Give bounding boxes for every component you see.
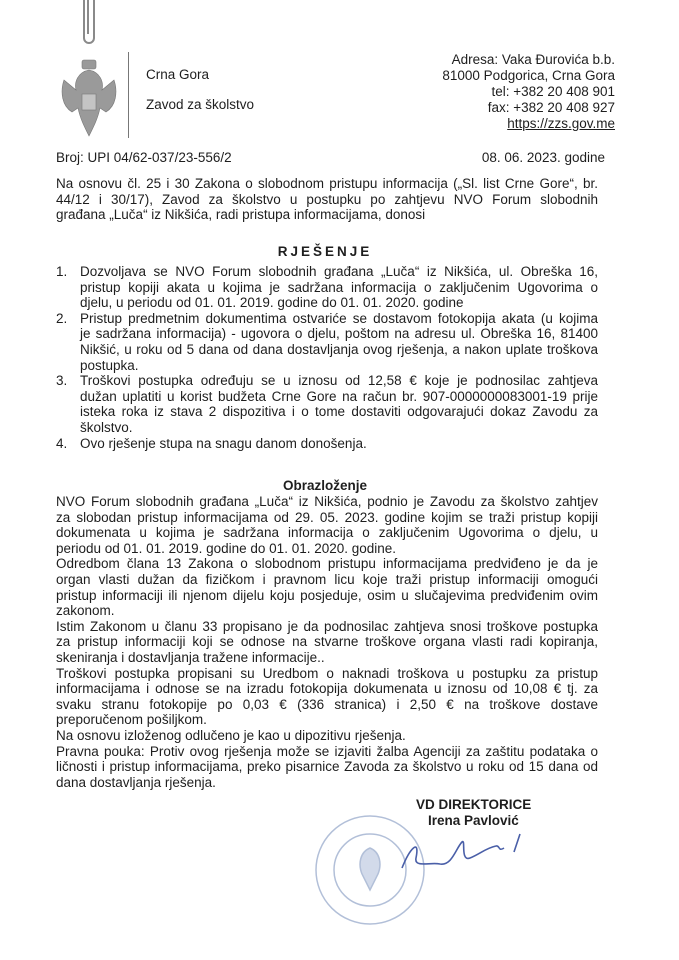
coat-of-arms-emblem — [56, 56, 122, 140]
text-line: pristup kopiji akata u kojima je sadržana informacija o zaključenim Ugovorima o — [80, 279, 598, 295]
text-line: za pristup informaciji koji se odnose na stvarne troškove organa vlasti radi kopiranja, — [56, 634, 598, 650]
paperclip-icon — [78, 0, 100, 48]
website-link[interactable]: https://zzs.gov.me — [507, 116, 615, 131]
country-name: Crna Gora — [146, 67, 210, 82]
text-line: za slobodan pristup informacijama od 29. 05. 2023. godine kojim se traži pristup kopiji — [56, 509, 598, 525]
address-line: Adresa: Vaka Đurovića b.b. — [451, 52, 615, 67]
text-line: Na osnovu čl. 25 i 30 Zakona o slobodnom pristupu informacija („Sl. list Crne Gore“, br. — [56, 176, 598, 191]
decision-item — [56, 373, 598, 435]
text-line: dokumenata u kojima je sadržana informacija o zaključenim Ugovorima o djelu, u — [56, 525, 598, 541]
item-number: 2. — [56, 310, 68, 326]
text-line: Dozvoljava se NVO Forum slobodnih građana „Luča“ iz Nikšića, ul. Obreška 16, — [80, 264, 598, 279]
reasoning-paragraph — [56, 728, 598, 744]
decision-item — [56, 436, 598, 452]
reference-number: Broj: UPI 04/62-037/23-556/2 — [56, 150, 232, 165]
handwritten-signature — [400, 818, 550, 878]
text-line: svaku stranu fotokopije po 0,03 € (336 stranica) i 2,50 € na troškove dostave — [56, 696, 598, 712]
signatory-name: Irena Pavlović — [428, 813, 519, 828]
reasoning-body — [56, 494, 598, 790]
text-line: djelu, u periodu od 01. 01. 2019. godine do 01. 01. 2020. godine — [80, 295, 464, 311]
header-divider — [128, 52, 129, 138]
document-date: 08. 06. 2023. godine — [481, 150, 605, 165]
text-line: Troškovi postupka propisani su Uredbom o naknadi troškova u postupku za pristup — [56, 665, 598, 681]
item-number: 4. — [56, 435, 68, 451]
reasoning-paragraph — [56, 556, 598, 618]
item-number: 1. — [56, 264, 68, 279]
intro-paragraph — [56, 176, 598, 223]
reasoning-paragraph — [56, 494, 598, 556]
text-line: Ovo rješenje stupa na snagu danom donošenja. — [80, 435, 367, 451]
address-line: 81000 Podgorica, Crna Gora — [442, 68, 615, 83]
reasoning-paragraph — [56, 619, 598, 666]
text-line: periodu od 01. 01. 2019. godine do 01. 01. 2020. godine. — [56, 540, 397, 556]
reasoning-title: Obrazloženje — [282, 478, 368, 493]
text-line: Nikšić, u roku od 5 dana od dana dostavljanja ovog rješenja, a nakon uplate troškova — [80, 341, 598, 357]
text-line: Odredbom člana 13 Zakona o slobodnom pristupu informacijama predviđeno je da je — [56, 556, 598, 572]
text-line: dužan uplatiti u korist budžeta Crne Gore na račun br. 907-0000000083001-19 prije — [80, 388, 598, 404]
item-text — [80, 264, 598, 311]
text-line: postupka. — [80, 357, 139, 373]
text-line: Istim Zakonom u članu 33 propisano je da podnosilac zahtjeva snosi troškove postupka — [56, 618, 598, 634]
signatory-title: VD DIREKTORICE — [416, 797, 532, 812]
text-line: Pristup predmetnim dokumentima ostvariće se dostavom fotokopija akata (u kojima — [80, 310, 598, 326]
reasoning-paragraph — [56, 744, 598, 791]
reasoning-paragraph — [56, 666, 598, 728]
text-line: skeniranja i dostavljanja tražene informacije.. — [56, 649, 325, 665]
decision-list — [56, 264, 598, 451]
contact-address — [442, 52, 615, 132]
text-line: Troškovi postupka određuju se u iznosu od 12,58 € koje je podnosilac zahtjeva — [80, 373, 598, 389]
text-line: Pravna pouka: Protiv ovog rješenja može se izjaviti žalba Agenciji za zaštitu podataka o — [56, 743, 598, 759]
text-line: zakonom. — [56, 603, 115, 619]
text-line: Na osnovu izloženog odlučeno je kao u dipozitivu rješenja. — [56, 727, 406, 743]
item-text — [80, 436, 598, 452]
text-line: dana dostavljanja rješenja. — [56, 774, 216, 790]
fax-line: fax: +382 20 408 927 — [487, 100, 615, 115]
item-number: 3. — [56, 373, 68, 389]
item-text — [80, 373, 598, 435]
institution-name: Zavod za školstvo — [146, 97, 255, 112]
text-line: preporučenom pošiljkom. — [56, 712, 207, 728]
item-text — [80, 311, 598, 373]
text-line: 44/12 i 30/17), Zavod za školstvo u postupku po zahtjevu NVO Forum slobodnih — [56, 191, 598, 207]
text-line: ličnosti i pristup informacijama, preko pisarnice Zavoda za školstvo u roku od 15 dana od — [56, 759, 598, 775]
decision-item — [56, 311, 598, 373]
text-line: NVO Forum slobodnih građana „Luča“ iz Nikšića, podnio je Zavodu za školstvo zahtjev — [56, 494, 598, 509]
phone-line: tel: +382 20 408 901 — [491, 84, 615, 99]
text-line: je sadržana informacija) - ugovora o djelu, poštom na adresu ul. Obreška 16, 81400 — [80, 326, 598, 342]
text-line: isteka roka iz stava 2 dispozitiva i o tome dostaviti odgovarajući dokaz Zavodu za — [80, 404, 598, 420]
decision-title: RJEŠENJE — [277, 244, 373, 259]
text-line: informacijama i odnose se na izradu fotokopija dokumenata u iznosu od 10,08 € tj. za — [56, 681, 598, 697]
text-line: organ vlasti dužan da fizičkom i pravnom licu koje traži pristup informaciji omogući — [56, 571, 598, 587]
text-line: građana „Luča“ iz Nikšića, radi pristupa informacijama, donosi — [56, 207, 426, 223]
text-line: pristup informaciji ili njenom dijelu koju posjeduje, osim u slučajevima predviđenim ovim — [56, 587, 598, 603]
text-line: školstvo. — [80, 419, 133, 435]
decision-item — [56, 264, 598, 311]
